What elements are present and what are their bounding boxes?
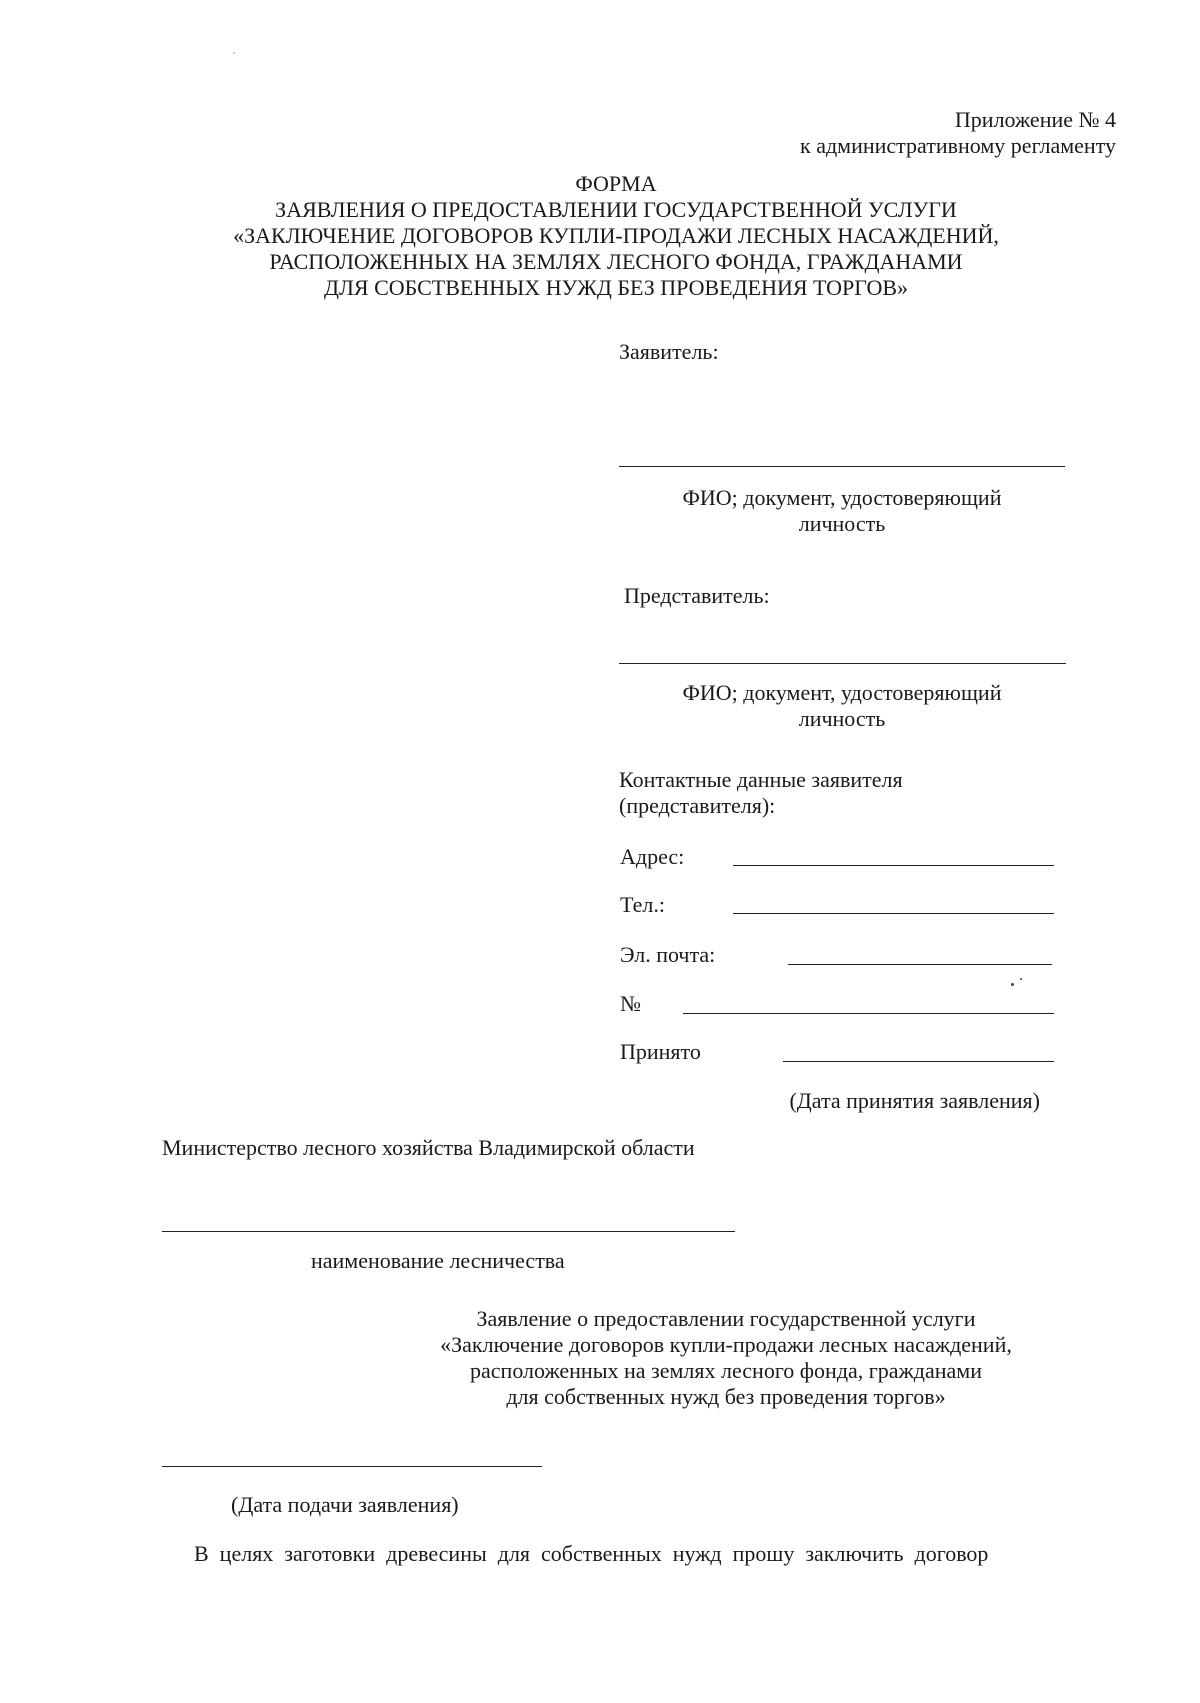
form-header-line-3: «ЗАКЛЮЧЕНИЕ ДОГОВОРОВ КУПЛИ-ПРОДАЖИ ЛЕСНЫХ НАСАЖДЕНИЙ,	[233, 223, 999, 248]
forestry-name-line	[162, 1231, 735, 1232]
accepted-field-line	[783, 1061, 1054, 1062]
address-label: Адрес:	[620, 844, 685, 869]
submission-date-line	[162, 1466, 542, 1467]
number-field-line	[683, 1013, 1054, 1014]
representative-label: Представитель:	[624, 583, 770, 608]
scan-speck	[1011, 983, 1014, 986]
application-title-line-2: «Заключение договоров купли-продажи лесных насаждений,	[440, 1332, 1012, 1357]
form-header-line-2: ЗАЯВЛЕНИЯ О ПРЕДОСТАВЛЕНИИ ГОСУДАРСТВЕННОЙ УСЛУГИ	[275, 197, 957, 222]
contacts-title-line-2: (представителя):	[619, 793, 776, 818]
ministry-name: Министерство лесного хозяйства Владимирской области	[162, 1135, 695, 1160]
applicant-caption-line-1: ФИО; документ, удостоверяющий	[682, 485, 1002, 510]
application-title-line-4: для собственных нужд без проведения торгов»	[506, 1384, 946, 1409]
form-header-line-4: РАСПОЛОЖЕННЫХ НА ЗЕМЛЯХ ЛЕСНОГО ФОНДА, ГРАЖДАНАМИ	[269, 249, 963, 274]
accepted-label: Принято	[620, 1039, 701, 1064]
form-header-line-5: ДЛЯ СОБСТВЕННЫХ НУЖД БЕЗ ПРОВЕДЕНИЯ ТОРГОВ»	[323, 275, 909, 300]
appendix-reference: к административному регламенту	[800, 133, 1116, 158]
applicant-label: Заявитель:	[619, 339, 719, 364]
scan-speck	[1020, 978, 1022, 980]
email-label: Эл. почта:	[620, 942, 716, 967]
phone-label: Тел.:	[620, 892, 665, 917]
email-field-line	[788, 964, 1052, 965]
number-label: №	[620, 991, 641, 1016]
representative-caption-line-1: ФИО; документ, удостоверяющий	[682, 680, 1002, 705]
applicant-caption-line-2: личность	[798, 511, 886, 536]
phone-field-line	[733, 913, 1054, 914]
accepted-date-caption: (Дата принятия заявления)	[789, 1088, 1040, 1113]
form-header-line-1: ФОРМА	[575, 171, 657, 196]
contacts-title-line-1: Контактные данные заявителя	[619, 767, 903, 792]
applicant-name-line	[619, 466, 1065, 467]
appendix-number: Приложение № 4	[954, 107, 1116, 132]
body-paragraph: В целях заготовки древесины для собственных нужд прошу заключить договор	[194, 1541, 989, 1566]
application-title-line-3: расположенных на землях лесного фонда, гражданами	[470, 1358, 982, 1383]
representative-name-line	[619, 663, 1066, 664]
representative-caption-line-2: личность	[798, 706, 886, 731]
application-title-line-1: Заявление о предоставлении государственной услуги	[476, 1306, 976, 1331]
forestry-caption: наименование лесничества	[311, 1248, 565, 1273]
submission-date-caption: (Дата подачи заявления)	[231, 1492, 459, 1517]
scan-speck	[233, 52, 235, 54]
address-field-line	[733, 865, 1054, 866]
